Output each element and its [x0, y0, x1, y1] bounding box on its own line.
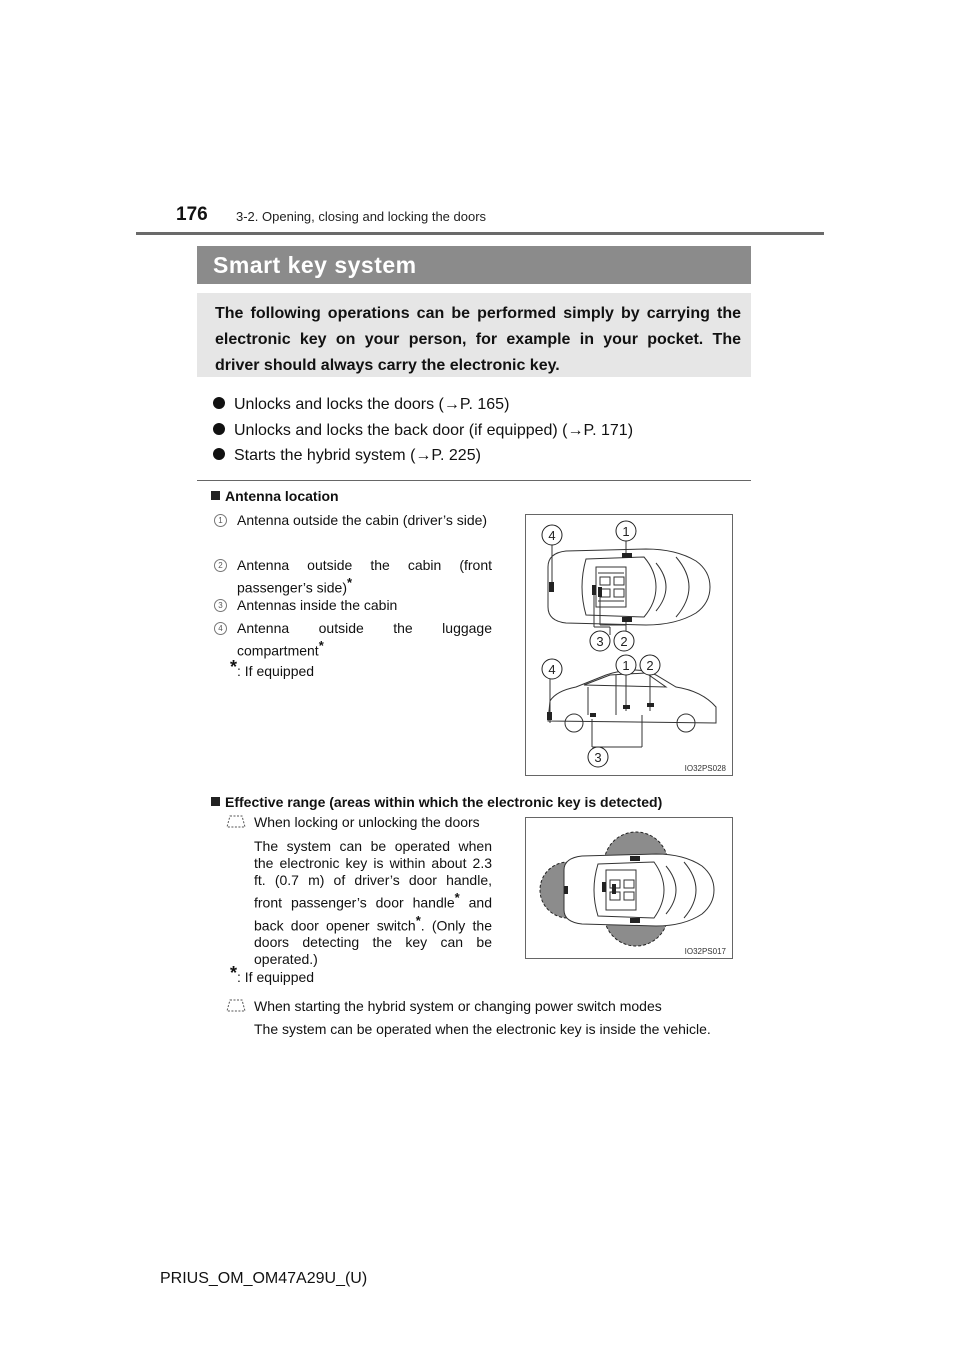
antenna-heading: Antenna location: [211, 488, 339, 504]
antenna-item: 1 Antenna outside the cabin (driver’s side): [230, 512, 492, 529]
condition-body: The system can be operated when the electronic key is inside the vehicle.: [254, 1021, 711, 1037]
asterisk-mark: *: [347, 575, 353, 590]
square-bullet-icon: [211, 491, 220, 500]
section-title-bar: [197, 246, 751, 284]
callout-2: 2: [646, 658, 654, 673]
callout-1: 1: [622, 658, 630, 673]
condition-title: When locking or unlocking the doors: [254, 814, 480, 830]
figure-id: IO32PS017: [684, 947, 726, 956]
callout-4: 4: [548, 528, 556, 543]
callout-3: 3: [596, 634, 604, 649]
bullet-item: Unlocks and locks the doors (→P. 165): [213, 396, 509, 414]
antenna-location-figure: [525, 514, 733, 776]
range-heading: Effective range (areas within which the electronic key is detected): [211, 794, 662, 810]
callout-number-icon: 1: [214, 514, 227, 527]
antenna-item: 4 Antenna outside the luggage compartment*: [230, 620, 492, 660]
header-rule: [136, 232, 824, 235]
condition-icon: [226, 815, 246, 833]
range-diagram: [526, 818, 732, 958]
page-title: Smart key system: [213, 252, 417, 278]
footnote: *: If equipped: [230, 657, 315, 679]
figure-id: IO32PS028: [684, 764, 726, 773]
callout-4: 4: [548, 662, 556, 677]
callout-2: 2: [620, 634, 628, 649]
footnote: *: If equipped: [230, 963, 315, 985]
asterisk-mark: *: [318, 638, 324, 653]
bullet-dot-icon: [213, 423, 225, 435]
callout-1: 1: [622, 524, 630, 539]
intro-box: The following operations can be performed simply by carrying the electronic key on your person, for example in your pocket. The driver should always carry the electronic key.: [197, 293, 751, 377]
breadcrumb: 3-2. Opening, closing and locking the doors: [236, 209, 487, 224]
section-divider: [197, 480, 751, 481]
condition-title: When starting the hybrid system or changing power switch modes: [254, 998, 662, 1014]
callout-3: 3: [594, 750, 602, 765]
bullet-item: Unlocks and locks the back door (if equipped) (→P. 171): [213, 422, 633, 440]
car-antenna-diagram: [526, 515, 732, 775]
condition-body: The system can be operated when the electronic key is within about 2.3 ft. (0.7 m) of driver’s door handle, front passenger’s door handle* and back door opener switch*. (Only the doors detecting the key can be operated.): [254, 838, 492, 968]
square-bullet-icon: [211, 797, 220, 806]
condition-icon: [226, 999, 246, 1017]
antenna-item: 2 Antenna outside the cabin (front passenger’s side)*: [230, 557, 492, 597]
bullet-item: Starts the hybrid system (→P. 225): [213, 447, 481, 465]
antenna-item: 3 Antennas inside the cabin: [230, 597, 492, 614]
bullet-dot-icon: [213, 448, 225, 460]
footer-code: PRIUS_OM_OM47A29U_(U): [160, 1270, 368, 1287]
callout-number-icon: 2: [214, 559, 227, 572]
callout-number-icon: 3: [214, 599, 227, 612]
page-number: 176: [176, 204, 208, 225]
effective-range-figure: [525, 817, 733, 959]
bullet-dot-icon: [213, 397, 225, 409]
callout-number-icon: 4: [214, 622, 227, 635]
